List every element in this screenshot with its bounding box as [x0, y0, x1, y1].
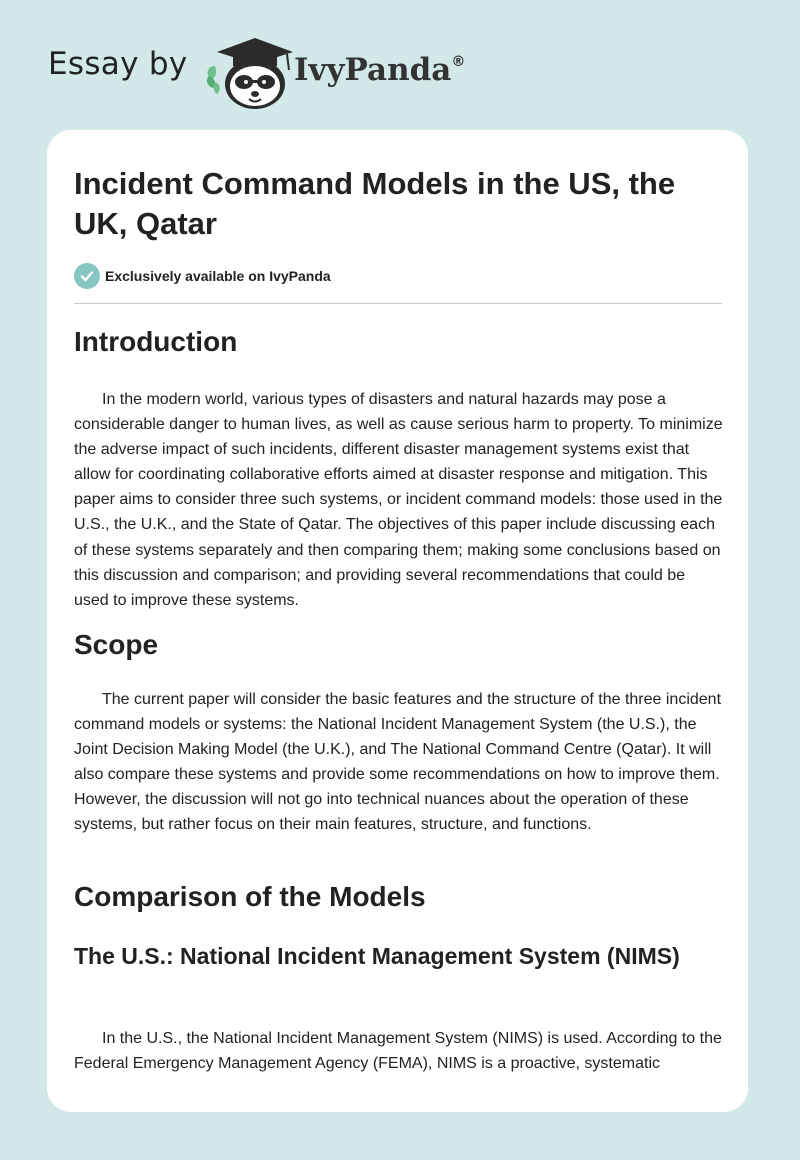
essay-card: [47, 130, 748, 1112]
exclusive-badge: [74, 263, 331, 289]
brand-logo-text[interactable]: [294, 52, 465, 88]
brand-name: IvyPanda: [294, 52, 452, 88]
essay-title: Incident Command Models in the US, the UK, Qatar: [74, 166, 676, 241]
panda-graduate-icon[interactable]: [203, 34, 303, 110]
introduction-paragraph: In the modern world, various types of disasters and natural hazards may pose a considerable danger to human lives, as well as cause serious harm to property. To minimize the adverse impact of such incidents, different disaster management systems exist that allow for coordinating collaborative efforts aimed at disaster response and mitigation. This paper aims to consider three such systems, or incident command models: those used in the U.S., the U.K., and the State of Qatar. The objectives of this paper include discussing each of these systems separately and then comparing them; making some conclusions based on this discussion and comparison; and providing several recommendations that could be used to improve these systems.: [74, 391, 723, 609]
scope-heading: Scope: [74, 629, 159, 660]
us-nims-heading: The U.S.: National Incident Management System (NIMS): [74, 943, 680, 969]
site-header: [48, 34, 548, 114]
comparison-heading: Comparison of the Models: [74, 881, 426, 912]
essay-by-label: Essay by: [48, 46, 188, 82]
registered-mark: ®: [451, 54, 466, 70]
scope-paragraph: The current paper will consider the basic features and the structure of the three incident command models or systems: the National Incident Management System (the U.S.), the Joint Decision Making Model (the U.K.), and The National Command Centre (Qatar). It will also compare these systems and provide some recommendations on how to improve them. However, the discussion will not go into technical nuances about the operation of these systems, but rather focus on their main features, structure, and functions.: [74, 691, 722, 834]
title-divider: [74, 303, 722, 304]
exclusive-badge-text: Exclusively available on IvyPanda: [105, 268, 331, 284]
introduction-heading: Introduction: [74, 326, 238, 357]
us-nims-paragraph: In the U.S., the National Incident Management System (NIMS) is used. According to the Federal Emergency Management Agency (FEMA), NIMS is a proactive, systematic: [74, 1030, 722, 1073]
check-icon: [74, 263, 100, 289]
